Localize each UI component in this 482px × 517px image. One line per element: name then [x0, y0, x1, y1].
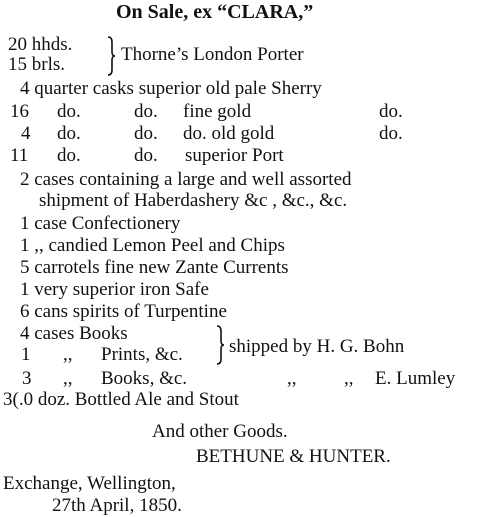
porter-brace-icon	[107, 36, 116, 76]
place-line: Exchange, Wellington,	[3, 473, 176, 494]
date-line: 27th April, 1850.	[52, 495, 182, 516]
porter-quantity-2: 15 brls.	[8, 54, 65, 75]
row-ditto-1: do.	[57, 101, 81, 122]
row-ditto-1: do.	[57, 145, 81, 166]
row-ditto-2: do.	[134, 101, 158, 122]
row-ditto-2: do.	[134, 123, 158, 144]
row-ditto-3: do.	[379, 123, 403, 144]
books-line-2-quantity: 1	[21, 344, 31, 365]
books-line-3-quantity: 3	[22, 368, 32, 389]
list-item: 6 cans spirits of Turpentine	[20, 301, 227, 322]
books-line-3-ditto: ,,	[63, 368, 73, 389]
row-item: superior Port	[185, 145, 284, 166]
list-item: 1 case Confectionery	[20, 213, 181, 234]
books-line-3-shipper: E. Lumley	[375, 368, 456, 389]
books-line-3-ditto-3: ,,	[344, 368, 354, 389]
row-item: do. old gold	[183, 123, 275, 144]
books-shipped-by: shipped by H. G. Bohn	[229, 336, 405, 357]
headline: On Sale, ex “CLARA,”	[116, 1, 314, 23]
row-quantity: 4	[21, 123, 31, 144]
books-line-2-item: Prints, &c.	[101, 344, 183, 365]
row-ditto-2: do.	[134, 145, 158, 166]
haberdashery-line-1: 2 cases containing a large and well assorted	[20, 169, 352, 190]
porter-quantity-1: 20 hhds.	[8, 34, 73, 55]
row-quantity: 16	[10, 101, 29, 122]
books-line-1: 4 cases Books	[20, 323, 128, 344]
row-item: fine gold	[183, 101, 252, 122]
firm-name: BETHUNE & HUNTER.	[196, 446, 391, 467]
list-item: 5 carrotels fine new Zante Currents	[20, 257, 289, 278]
haberdashery-line-2: shipment of Haberdashery &c , &c., &c.	[39, 190, 348, 211]
list-item: 1 very superior iron Safe	[20, 279, 209, 300]
list-item: 1 ,, candied Lemon Peel and Chips	[20, 235, 285, 256]
porter-item: Thorne’s London Porter	[121, 44, 304, 65]
sherry-line: 4 quarter casks superior old pale Sherry	[20, 78, 322, 99]
books-line-3-ditto-2: ,,	[287, 368, 297, 389]
ale-line: 3(.0 doz. Bottled Ale and Stout	[3, 389, 239, 410]
books-line-2-ditto: ,,	[63, 344, 73, 365]
other-goods: And other Goods.	[152, 421, 288, 442]
books-brace-icon	[216, 325, 225, 365]
row-ditto-3: do.	[379, 101, 403, 122]
row-ditto-1: do.	[57, 123, 81, 144]
row-quantity: 11	[10, 145, 29, 166]
books-line-3-item: Books, &c.	[101, 368, 188, 389]
